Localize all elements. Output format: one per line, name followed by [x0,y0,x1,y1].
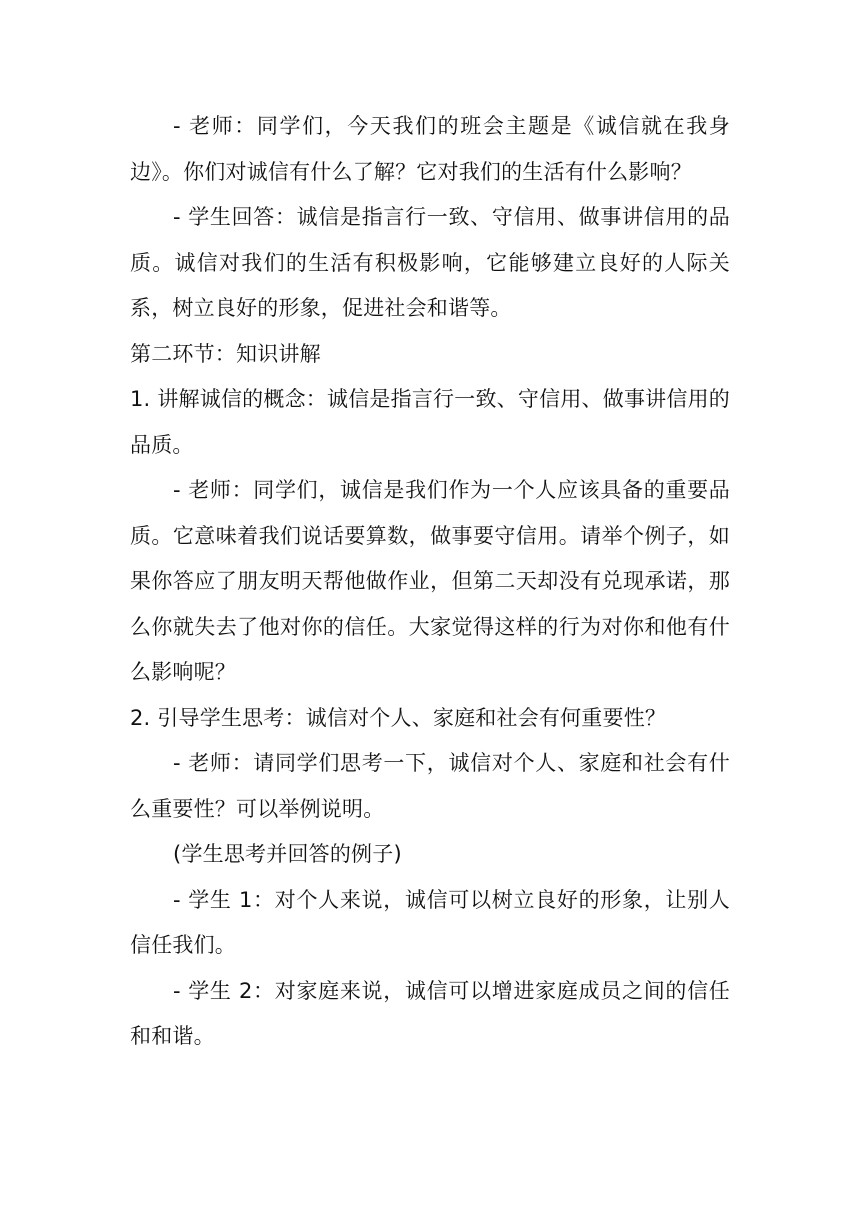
list-item-concept: 1. 讲解诚信的概念：诚信是指言行一致、守信用、做事讲信用的品质。 [130,387,730,457]
paragraph-teacher-example: - 老师：同学们，诚信是我们作为一个人应该具备的重要品质。它意味着我们说话要算数，做事要守信用。请举个例子，如果你答应了朋友明天帮他做作业，但第二天却没有兑现承诺，那么你就失去了他对你的信任。大家觉得这样的行为对你和他有什么影响呢？ [130,478,730,684]
paragraph-student-2: - 学生 2：对家庭来说，诚信可以增进家庭成员之间的信任和和谐。 [130,978,730,1048]
paragraph-student-examples-note: (学生思考并回答的例子) [173,842,402,866]
list-item-importance: 2. 引导学生思考：诚信对个人、家庭和社会有何重要性？ [130,705,667,730]
paragraph-student-1: - 学生 1：对个人来说，诚信可以树立良好的形象，让别人信任我们。 [130,887,730,957]
paragraph-teacher-intro: - 老师：同学们，今天我们的班会主题是《诚信就在我身边》。你们对诚信有什么了解？它对我们的生活有什么影响？ [130,114,730,184]
document-page [130,104,730,1060]
paragraph-student-answer: - 学生回答：诚信是指言行一致、守信用、做事讲信用的品质。诚信对我们的生活有积极影响，它能够建立良好的人际关系，树立良好的形象，促进社会和谐等。 [130,205,730,320]
section-heading-knowledge: 第二环节：知识讲解 [130,341,321,366]
paragraph-teacher-question: - 老师：请同学们思考一下，诚信对个人、家庭和社会有什么重要性？可以举例说明。 [130,751,730,821]
